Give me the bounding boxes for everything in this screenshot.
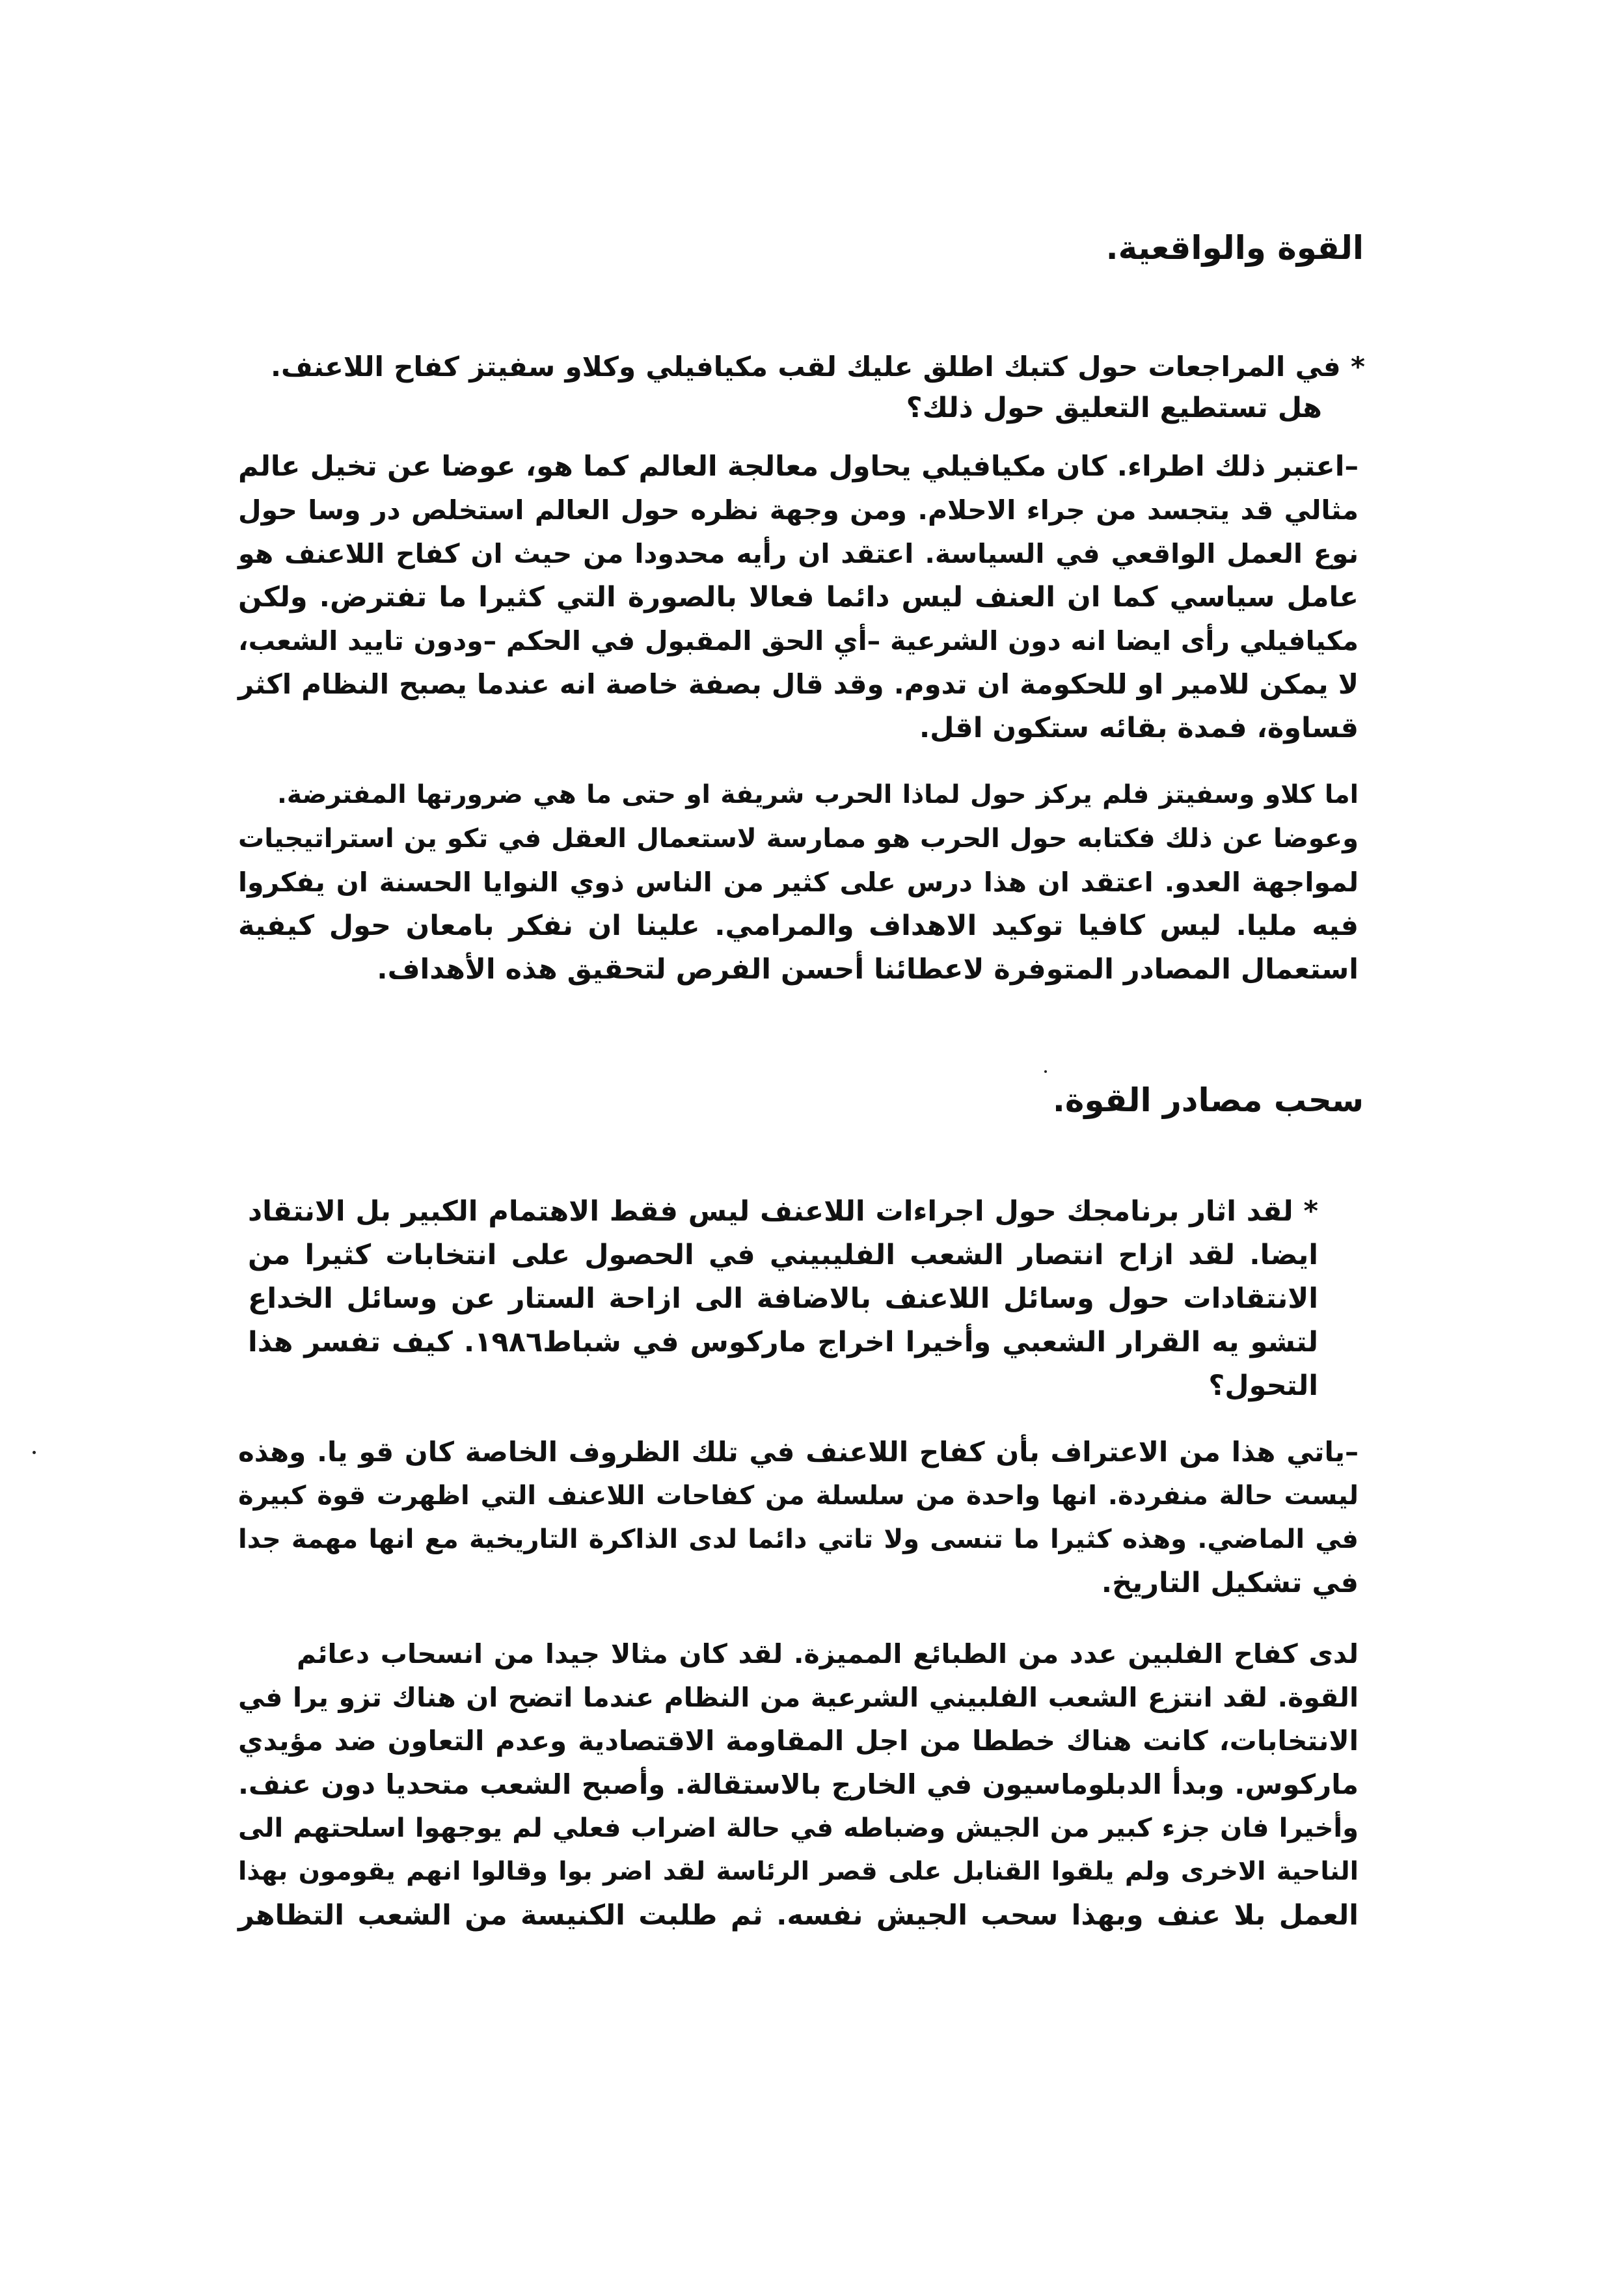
section-heading: القوة والواقعية. [1105, 229, 1364, 267]
answer-line: عامل سياسي كما ان العنف ليس دائما فعالا بالصورة التي كثيرا ما تفترض. ولكن [238, 581, 1359, 614]
answer-line: ليست حالة منفردة. انها واحدة من سلسلة من كفاحات اللاعنف التي اظهرت قوة كبيرة [238, 1481, 1359, 1511]
answer-line: ماركوس. وبدأ الدبلوماسيون في الخارج بالاستقالة. وأصبح الشعب متحديا دون عنف. [238, 1768, 1359, 1800]
answer-line: –ياتي هذا من الاعتراف بأن كفاح اللاعنف في تلك الظروف الخاصة كان قو يا. وهذه [238, 1436, 1359, 1468]
scan-speck [1044, 1070, 1047, 1073]
answer-line: في تشكيل التاريخ. [1101, 1567, 1359, 1599]
answer-line: في الماضي. وهذه كثيرا ما تنسى ولا تاتي دائما لدى الذاكرة التاريخية مع انها مهمة جدا [238, 1524, 1359, 1554]
answer-line: وعوضا عن ذلك فكتابه حول الحرب هو ممارسة لاستعمال العقل في تكو ين استراتيجيات [238, 824, 1359, 854]
answer-line: لا يمكن للامير او للحكومة ان تدوم. وقد قال بصفة خاصة انه عندما يصبح النظام اكثر [238, 668, 1359, 700]
question-line: لتشو يه القرار الشعبي وأخيرا اخراج ماركوس في شباط١٩٨٦. كيف تفسر هذا [248, 1326, 1318, 1358]
scan-speck [839, 657, 842, 660]
answer-line: العمل بلا عنف وبهذا سحب الجيش نفسه. ثم طلبت الكنيسة من الشعب التظاهر [238, 1899, 1359, 1932]
answer-line: فيه مليا. ليس كافيا توكيد الاهداف والمرامي. علينا ان نفكر بامعان حول كيفية [238, 910, 1359, 942]
answer-line: الانتخابات، كانت هناك خططا من اجل المقاومة الاقتصادية وعدم التعاون ضد مؤيدي [238, 1725, 1359, 1757]
answer-line: نوع العمل الواقعي في السياسة. اعتقد ان رأيه محدودا من حيث ان كفاح اللاعنف هو [238, 538, 1359, 569]
question-line: * في المراجعات حول كتبك اطلق عليك لقب مكيافيلي وكلاو سفيتز كفاح اللاعنف. [271, 351, 1365, 383]
answer-line: لمواجهة العدو. اعتقد ان هذا درس على كثير من الناس ذوي النوايا الحسنة ان يفكروا [238, 867, 1359, 898]
question-line: الانتقادات حول وسائل اللاعنف بالاضافة الى ازاحة الستار عن وسائل الخداع [248, 1282, 1318, 1315]
answer-line: استعمال المصادر المتوفرة لاعطائنا أحسن الفرص لتحقيق هذه الأهداف. [377, 953, 1359, 986]
question-line: هل تستطيع التعليق حول ذلك؟ [906, 392, 1322, 424]
answer-line: وأخيرا فان جزء كبير من الجيش وضباطه في حالة اضراب فعلي لم يوجهوا اسلحتهم الى [238, 1813, 1359, 1843]
answer-line: الناحية الاخرى ولم يلقوا القنابل على قصر الرئاسة لقد اضر بوا وقالوا انهم يقومون بهذا [238, 1857, 1359, 1886]
answer-line: –اعتبر ذلك اطراء. كان مكيافيلي يحاول معالجة العالم كما هو، عوضا عن تخيل عالم [238, 450, 1359, 483]
answer-line: مكيافيلي رأى ايضا انه دون الشرعية –أي الحق المقبول في الحكم –ودون تاييد الشعب، [238, 625, 1359, 656]
answer-line: مثالي قد يتجسد من جراء الاحلام. ومن وجهة نظره حول العالم استخلص در وسا حول [238, 494, 1359, 526]
section-heading: سحب مصادر القوة. [1052, 1081, 1364, 1119]
question-line: * لقد اثار برنامجك حول اجراءات اللاعنف ليس فقط الاهتمام الكبير بل الانتقاد [248, 1195, 1318, 1228]
answer-line: لدى كفاح الفلبين عدد من الطبائع المميزة. لقد كان مثالا جيدا من انسحاب دعائم [297, 1638, 1359, 1669]
question-line: ايضا. لقد ازاح انتصار الشعب الفليبيني في الحصول على انتخابات كثيرا من [248, 1239, 1318, 1271]
scan-speck [33, 1451, 36, 1454]
answer-line: اما كلاو وسفيتز فلم يركز حول لماذا الحرب شريفة او حتى ما هي ضرورتها المفترضة. [277, 780, 1359, 809]
question-line: التحول؟ [1208, 1370, 1318, 1402]
answer-line: القوة. لقد انتزع الشعب الفلبيني الشرعية من النظام عندما اتضح ان هناك تزو يرا في [238, 1682, 1359, 1713]
answer-line: قساوة، فمدة بقائه ستكون اقل. [919, 712, 1359, 744]
